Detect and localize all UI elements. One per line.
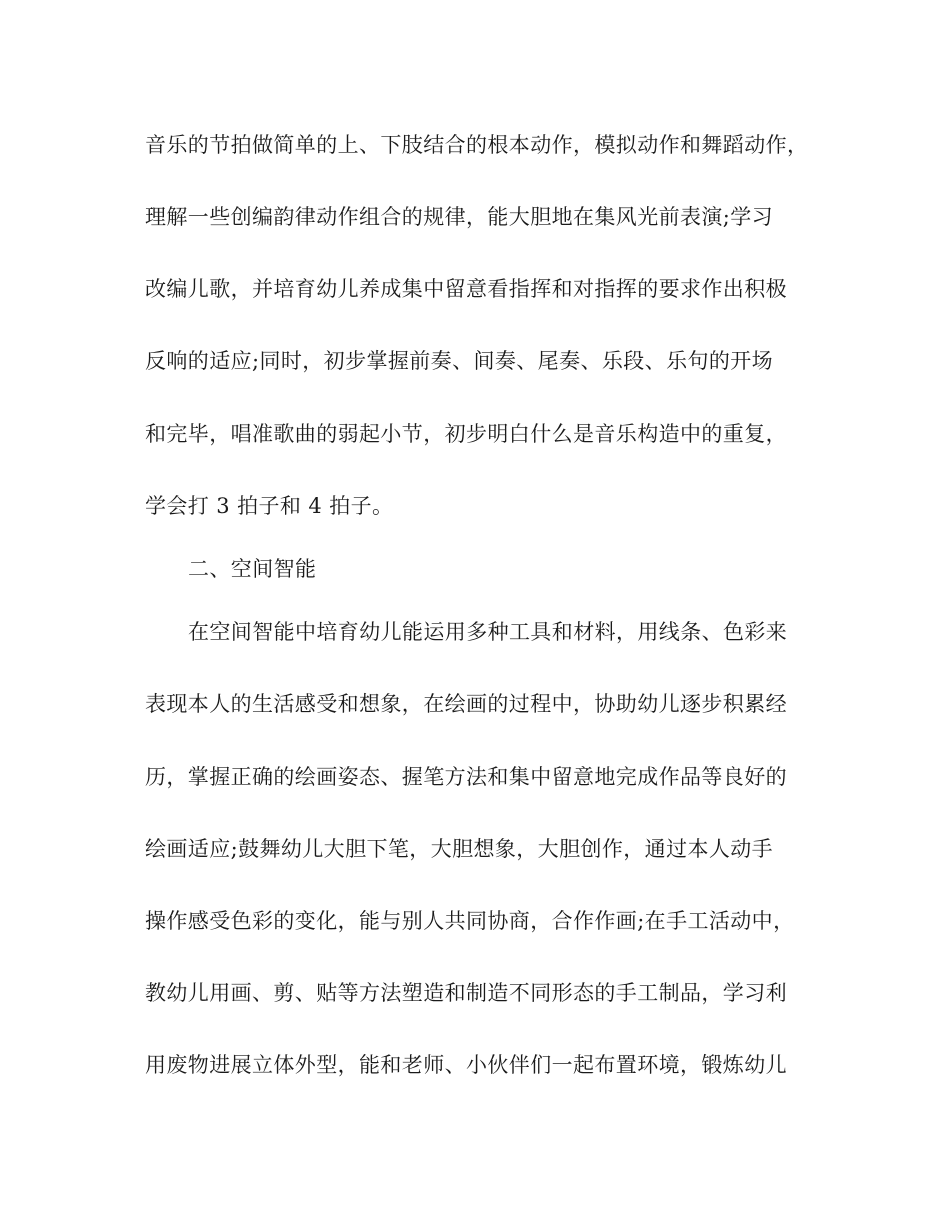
paragraph-line: 学会打 3 拍子和 4 拍子。 [145,494,394,518]
paragraph-line: 在空间智能中培育幼儿能运用多种工具和材料，用线条、色彩来 [188,620,788,644]
paragraph-line: 操作感受色彩的变化，能与别人共同协商，合作作画;在手工活动中， [145,909,795,933]
paragraph-line: 理解一些创编韵律动作组合的规律，能大胆地在集风光前表演;学习 [145,205,774,229]
paragraph-line: 反响的适应;同时，初步掌握前奏、间奏、尾奏、乐段、乐句的开场 [145,349,774,373]
paragraph-line: 绘画适应;鼓舞幼儿大胆下笔，大胆想象，大胆创作，通过本人动手 [145,837,774,861]
paragraph-line: 历，掌握正确的绘画姿态、握笔方法和集中留意地完成作品等良好的 [145,765,787,789]
paragraph-line: 音乐的节拍做简单的上、下肢结合的根本动作，模拟动作和舞蹈动作， [145,133,809,157]
section-heading: 二、空间智能 [188,557,317,581]
paragraph-line: 用废物进展立体外型，能和老师、小伙伴们一起布置环境，锻炼幼儿 [145,1053,787,1077]
paragraph-line: 表现本人的生活感受和想象，在绘画的过程中，协助幼儿逐步积累经 [145,692,787,716]
paragraph-line: 教幼儿用画、剪、贴等方法塑造和制造不同形态的手工制品，学习利 [145,981,787,1005]
paragraph-line: 改编儿歌，并培育幼儿养成集中留意看指挥和对指挥的要求作出积极 [145,277,787,301]
paragraph-line: 和完毕，唱准歌曲的弱起小节，初步明白什么是音乐构造中的重复， [145,422,787,446]
